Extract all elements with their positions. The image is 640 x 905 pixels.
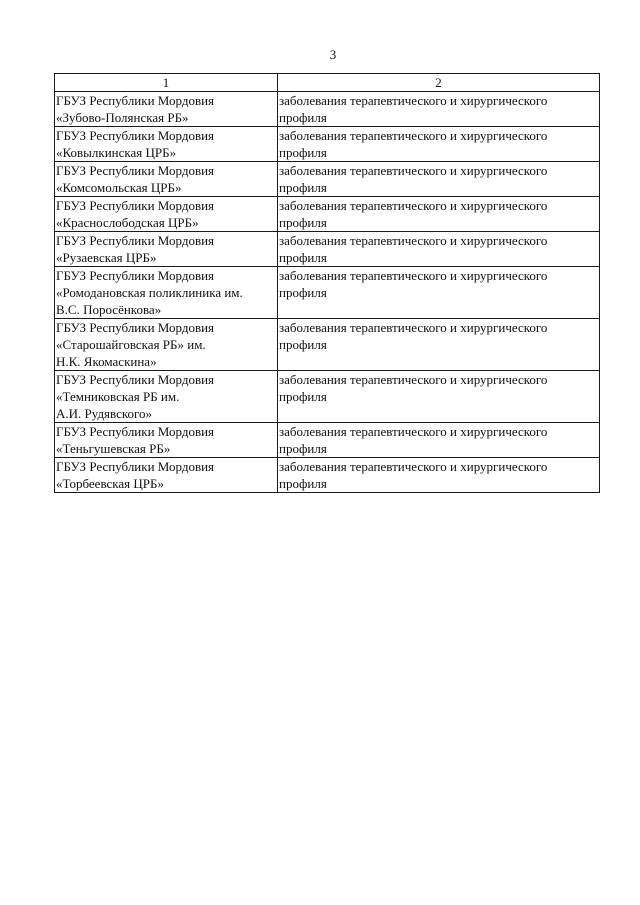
table-row (55, 423, 600, 458)
organization-line: «Ковылкинская ЦРБ» (56, 145, 177, 160)
organization-line: «Зубово-Полянская РБ» (56, 110, 189, 125)
organization-cell (55, 197, 278, 232)
column-header-2: 2 (278, 74, 600, 92)
profile-cell (278, 127, 600, 162)
profile-cell (278, 267, 600, 319)
profile-line: заболевания терапевтического и хирургического (279, 372, 548, 387)
organization-line: ГБУЗ Республики Мордовия (56, 268, 215, 283)
organization-line: «Торбеевская ЦРБ» (56, 476, 164, 491)
organization-cell (55, 232, 278, 267)
profile-cell (278, 232, 600, 267)
organization-line: ГБУЗ Республики Мордовия (56, 198, 215, 213)
table-row (55, 162, 600, 197)
table-row (55, 267, 600, 319)
profile-line: заболевания терапевтического и хирургического (279, 93, 548, 108)
profile-cell (278, 197, 600, 232)
organization-line: ГБУЗ Республики Мордовия (56, 459, 215, 474)
profile-line: профиля (279, 441, 327, 456)
organization-line: «Темниковская РБ им. (56, 389, 180, 404)
table-header-row (55, 74, 600, 92)
organization-line: А.И. Рудявского» (56, 406, 153, 421)
profile-line: заболевания терапевтического и хирургического (279, 320, 548, 335)
organization-cell (55, 127, 278, 162)
profile-line: профиля (279, 389, 327, 404)
profile-line: профиля (279, 145, 327, 160)
profile-line: заболевания терапевтического и хирургического (279, 198, 548, 213)
organization-cell (55, 319, 278, 371)
profile-line: заболевания терапевтического и хирургического (279, 268, 548, 283)
profile-line: заболевания терапевтического и хирургического (279, 163, 548, 178)
organization-line: «Теньгушевская РБ» (56, 441, 171, 456)
organization-line: ГБУЗ Республики Мордовия (56, 163, 215, 178)
profile-line: профиля (279, 215, 327, 230)
profile-line: профиля (279, 250, 327, 265)
profile-line: профиля (279, 285, 327, 300)
page-number: 3 (329, 47, 337, 62)
organization-line: ГБУЗ Республики Мордовия (56, 233, 215, 248)
organization-line: ГБУЗ Республики Мордовия (56, 424, 215, 439)
table-body (55, 92, 600, 493)
table-row (55, 319, 600, 371)
profile-cell (278, 423, 600, 458)
organization-cell (55, 162, 278, 197)
organization-line: ГБУЗ Республики Мордовия (56, 320, 215, 335)
column-header-1: 1 (55, 74, 278, 92)
profile-line: заболевания терапевтического и хирургического (279, 233, 548, 248)
organization-line: ГБУЗ Республики Мордовия (56, 93, 215, 108)
organization-cell (55, 458, 278, 493)
profile-cell (278, 92, 600, 127)
table-row (55, 371, 600, 423)
profile-cell (278, 371, 600, 423)
organization-line: «Ромодановская поликлиника им. (56, 285, 243, 300)
organization-line: ГБУЗ Республики Мордовия (56, 128, 215, 143)
organization-line: «Краснослободская ЦРБ» (56, 215, 199, 230)
organization-line: «Рузаевская ЦРБ» (56, 250, 157, 265)
organization-line: В.С. Поросёнкова» (56, 302, 162, 317)
organization-cell (55, 371, 278, 423)
organization-line: «Старошайговская РБ» им. (56, 337, 206, 352)
profile-line: профиля (279, 180, 327, 195)
organization-cell (55, 267, 278, 319)
profile-line: заболевания терапевтического и хирургического (279, 459, 548, 474)
organization-cell (55, 423, 278, 458)
table-row (55, 92, 600, 127)
organization-line: «Комсомольская ЦРБ» (56, 180, 182, 195)
organization-cell (55, 92, 278, 127)
profile-line: профиля (279, 476, 327, 491)
profile-cell (278, 162, 600, 197)
profile-cell (278, 458, 600, 493)
table-row (55, 232, 600, 267)
table-row (55, 458, 600, 493)
table-row (55, 127, 600, 162)
profile-line: профиля (279, 110, 327, 125)
profile-cell (278, 319, 600, 371)
facility-table (54, 73, 600, 493)
table-row (55, 197, 600, 232)
profile-line: заболевания терапевтического и хирургического (279, 128, 548, 143)
organization-line: ГБУЗ Республики Мордовия (56, 372, 215, 387)
organization-line: Н.К. Якомаскина» (56, 354, 157, 369)
profile-line: профиля (279, 337, 327, 352)
profile-line: заболевания терапевтического и хирургического (279, 424, 548, 439)
